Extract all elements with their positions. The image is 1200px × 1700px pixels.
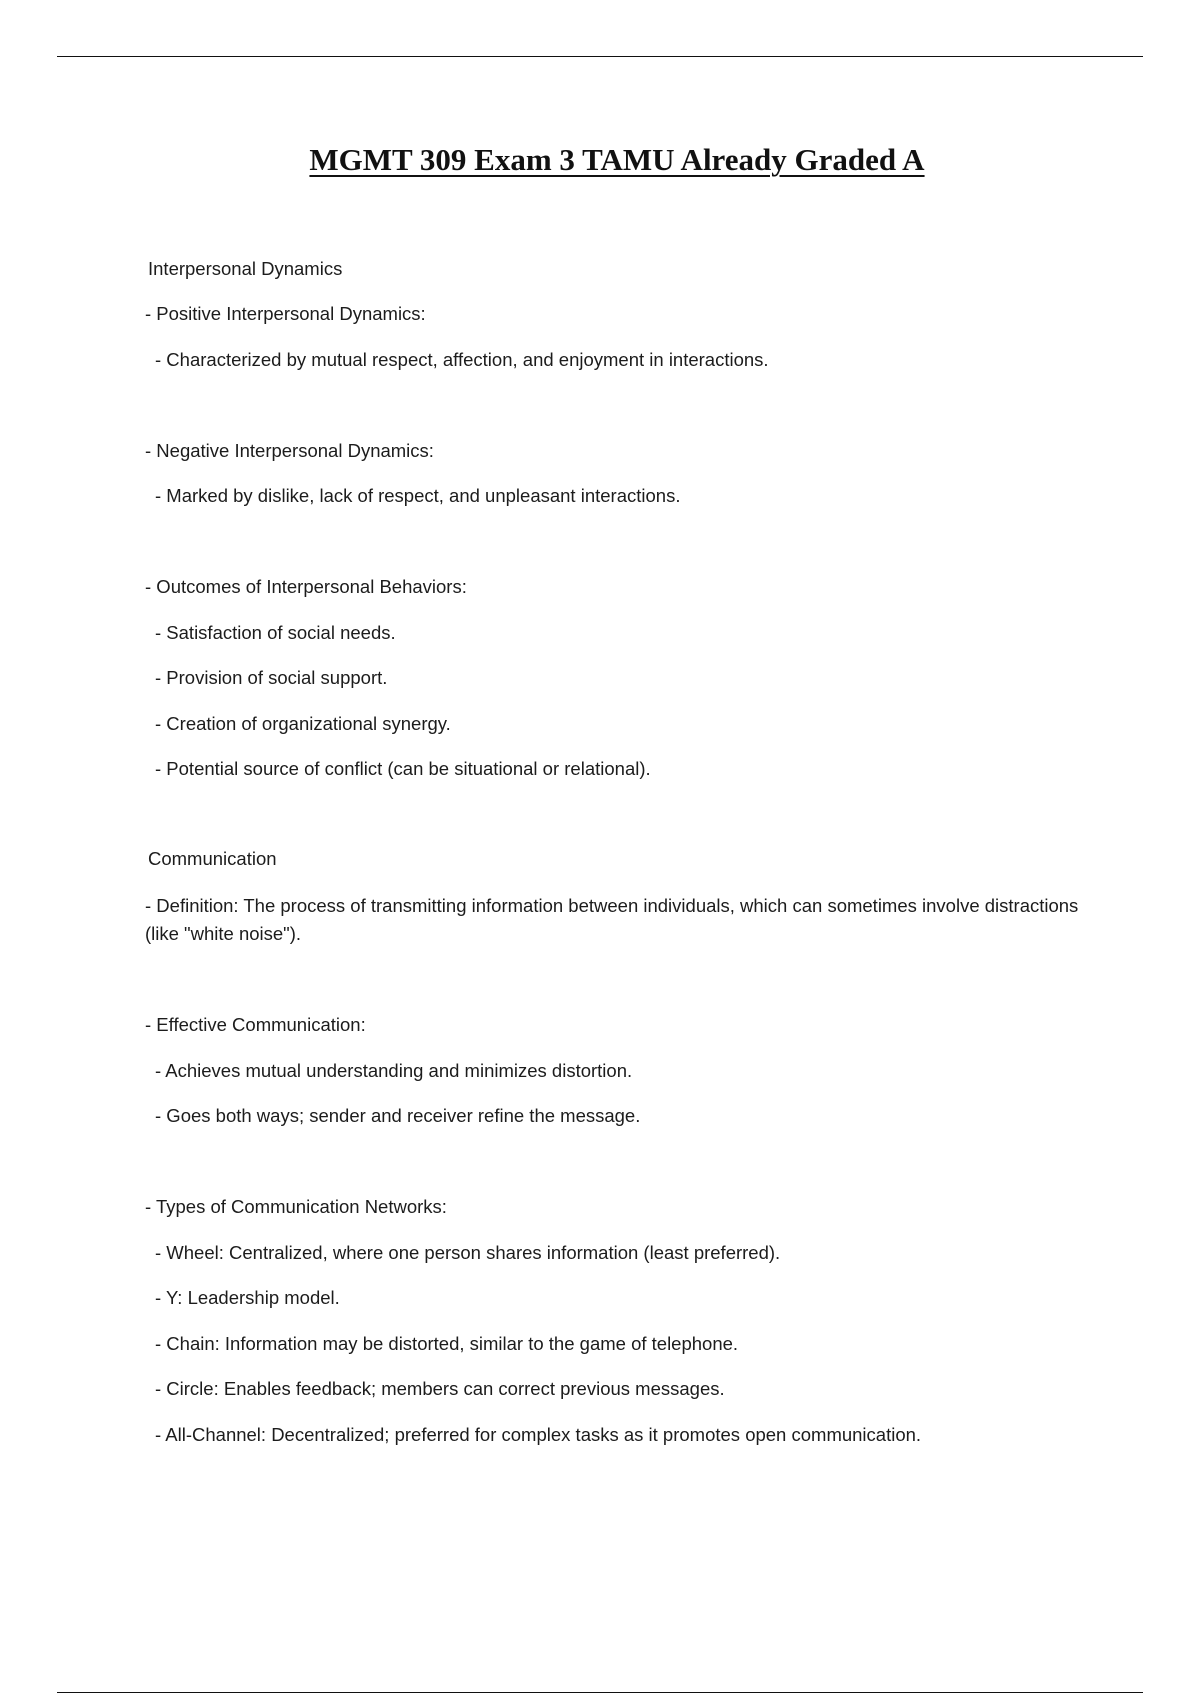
negative-dynamics-detail: - Marked by dislike, lack of respect, and unpleasant interactions.: [155, 485, 681, 506]
networks-label: - Types of Communication Networks:: [145, 1196, 447, 1217]
section-heading-communication: Communication: [148, 848, 277, 869]
effective-point: - Achieves mutual understanding and minimizes distortion.: [155, 1060, 633, 1081]
network-item-y: - Y: Leadership model.: [155, 1287, 340, 1308]
outcome-item: - Provision of social support.: [155, 667, 388, 688]
effective-point: - Goes both ways; sender and receiver refine the message.: [155, 1105, 641, 1126]
bottom-divider: [57, 1692, 1143, 1693]
communication-definition: - Definition: The process of transmitting information between individuals, which can sometimes involve distractions (like "white noise").: [145, 895, 1079, 944]
positive-dynamics-detail: - Characterized by mutual respect, affection, and enjoyment in interactions.: [155, 349, 769, 370]
network-item-circle: - Circle: Enables feedback; members can correct previous messages.: [155, 1378, 725, 1399]
network-item-chain: - Chain: Information may be distorted, similar to the game of telephone.: [155, 1333, 739, 1354]
network-item-all-channel: - All-Channel: Decentralized; preferred for complex tasks as it promotes open communication.: [155, 1424, 922, 1445]
section-heading-interpersonal: Interpersonal Dynamics: [148, 258, 343, 279]
outcomes-label: - Outcomes of Interpersonal Behaviors:: [145, 576, 467, 597]
outcome-item: - Satisfaction of social needs.: [155, 622, 396, 643]
top-divider: [57, 56, 1143, 57]
outcome-item: - Creation of organizational synergy.: [155, 713, 451, 734]
positive-dynamics-label: - Positive Interpersonal Dynamics:: [145, 303, 426, 324]
document-title: MGMT 309 Exam 3 TAMU Already Graded A: [309, 142, 925, 177]
outcome-item: - Potential source of conflict (can be situational or relational).: [155, 758, 651, 779]
network-item-wheel: - Wheel: Centralized, where one person shares information (least preferred).: [155, 1242, 781, 1263]
negative-dynamics-label: - Negative Interpersonal Dynamics:: [145, 440, 434, 461]
effective-communication-label: - Effective Communication:: [145, 1014, 366, 1035]
